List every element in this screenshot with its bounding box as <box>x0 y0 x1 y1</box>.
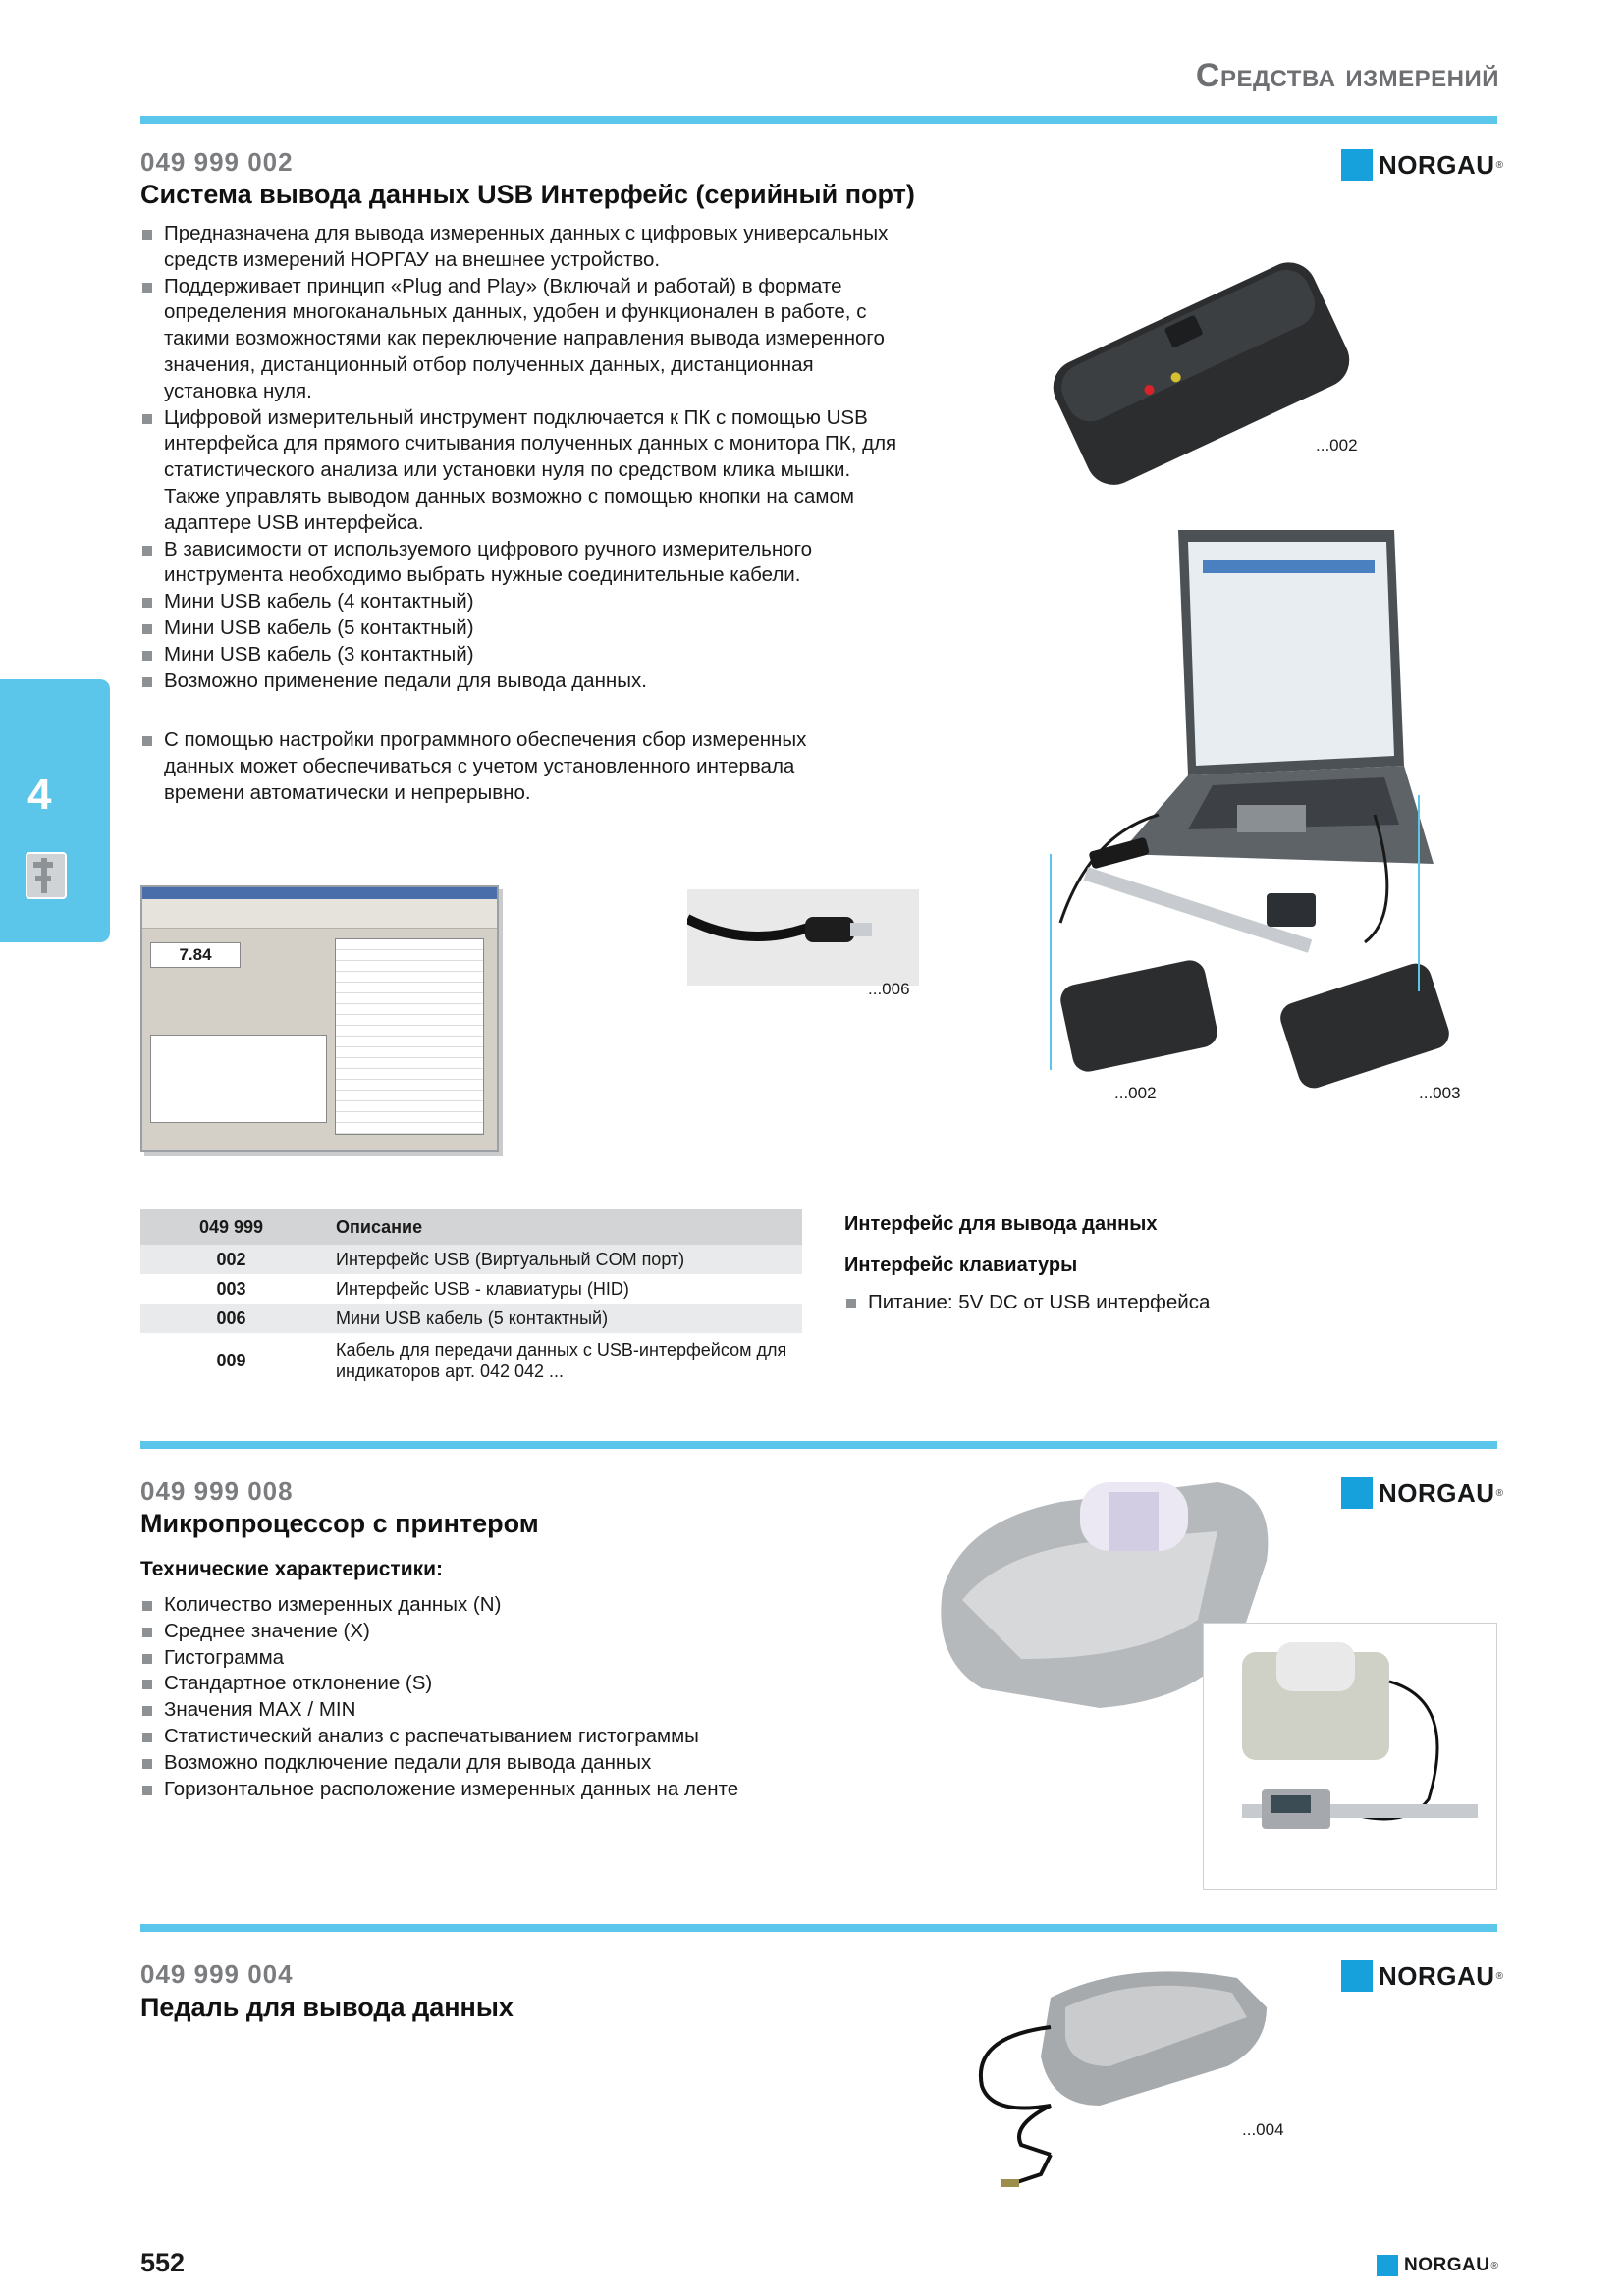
table-cell: Интерфейс USB (Виртуальный COM порт) <box>336 1249 685 1269</box>
ref-label: ...002 <box>1316 436 1358 454</box>
feature-list-extra <box>140 727 847 806</box>
power-list <box>844 1290 1434 1316</box>
logo-reg: ® <box>1490 2260 1498 2271</box>
pedal-photo <box>952 1958 1276 2194</box>
product-title: Педаль для вывода данных <box>140 1993 514 2022</box>
logo-reg: ® <box>1495 1487 1503 1499</box>
ref-label: ...006 <box>868 980 910 998</box>
top-rule <box>140 116 1497 124</box>
list-item: Цифровой измерительный инструмент подключается к ПК с помощью USB интерфейса для прямого считывания полученных данных с монитора ПК, для статистического анализа или установки нуля по средством клика мышки. Также управлять выводом данных возможно с помощью кнопки на самом адаптере USB интерфейса. <box>140 405 906 537</box>
caliper-icon <box>26 852 67 899</box>
list-item: Мини USB кабель (4 контактный) <box>140 589 906 615</box>
list-item: Среднее значение (X) <box>140 1619 887 1645</box>
printer-caliper-photo <box>1203 1623 1497 1890</box>
ref-label: ...003 <box>1419 1084 1461 1102</box>
list-item: Возможно применение педали для вывода данных. <box>140 668 906 695</box>
header-cell: 049 999 <box>198 1216 264 1237</box>
list-item: Статистический анализ с распечатыванием гистограммы <box>140 1724 887 1750</box>
list-item: Поддерживает принцип «Plug and Play» (Включай и работай) в формате определения многоканальных данных, удобен и функционален в работе, с такими возможностями как переключение направления вывода измеренного значения, дистанционный отбор полученных данных, дистанционная установка нуля. <box>140 274 906 405</box>
logo-reg: ® <box>1495 1970 1503 1982</box>
table-row <box>140 1333 802 1388</box>
list-item: Гистограмма <box>140 1645 887 1672</box>
product-code: 049 999 004 <box>140 1959 294 1989</box>
window-titlebar <box>142 887 497 899</box>
brand-logo <box>1341 1477 1503 1509</box>
product-title: Микропроцессор с принтером <box>140 1509 539 1538</box>
table-cell: 002 <box>216 1249 246 1269</box>
menu-bar <box>142 899 497 929</box>
logo-square-icon <box>1341 149 1373 181</box>
list-item: Стандартное отклонение (S) <box>140 1671 887 1697</box>
list-item: Значения MAX / MIN <box>140 1697 887 1724</box>
list-item: Предназначена для вывода измеренных данных с цифровых универсальных средств измерений НОРГАУ на внешнее устройство. <box>140 221 906 274</box>
brand-logo <box>1341 1960 1503 1992</box>
stats-panel <box>150 1035 327 1123</box>
brand-logo <box>1341 149 1503 181</box>
section-rule <box>140 1924 1497 1932</box>
table-cell: 006 <box>216 1308 246 1328</box>
chapter-tab[interactable] <box>0 679 110 942</box>
logo-square-icon <box>1341 1477 1373 1509</box>
logo-square-icon <box>1377 2255 1398 2276</box>
tech-list <box>140 1592 887 1802</box>
table-header <box>140 1209 802 1245</box>
section-rule <box>140 1441 1497 1449</box>
table-cell: 003 <box>216 1278 246 1299</box>
ref-label: ...002 <box>1114 1084 1157 1102</box>
software-screenshot <box>140 885 499 1152</box>
table-cell: Интерфейс USB - клавиатуры (HID) <box>336 1278 629 1299</box>
usb-cable-photo <box>687 889 919 986</box>
usb-interface-photo <box>1041 250 1355 506</box>
logo-text: NORGAU <box>1404 2255 1490 2275</box>
logo-text: NORGAU <box>1379 1960 1495 1991</box>
product-code: 049 999 002 <box>140 147 294 177</box>
list-item: Горизонтальное расположение измеренных данных на ленте <box>140 1777 887 1803</box>
interface-note: Интерфейс для вывода данных <box>844 1213 1158 1235</box>
chapter-number: 4 <box>27 771 52 819</box>
ref-label: ...004 <box>1242 2120 1284 2139</box>
data-table <box>335 938 484 1135</box>
product-code: 049 999 008 <box>140 1476 294 1506</box>
list-item: В зависимости от используемого цифрового ручного измерительного инструмента необходимо выбрать нужные соединительные кабели. <box>140 537 906 590</box>
logo-square-icon <box>1341 1960 1373 1992</box>
table-cell: Кабель для передачи данных с USB-интерфейсом для индикаторов арт. 042 042 ... <box>336 1340 787 1381</box>
page-number: 552 <box>140 2248 186 2277</box>
list-item: Питание: 5V DC от USB интерфейса <box>844 1290 1434 1316</box>
section-title: Средства измерений <box>1195 57 1499 94</box>
header-cell: Описание <box>336 1216 423 1237</box>
list-item: С помощью настройки программного обеспечения сбор измеренных данных может обеспечиваться с учетом установленного интервала времени автоматически и непрерывно. <box>140 727 847 806</box>
list-item: Мини USB кабель (3 контактный) <box>140 642 906 668</box>
table-row <box>140 1245 802 1274</box>
feature-list <box>140 221 906 694</box>
table-row <box>140 1304 802 1333</box>
laptop-setup-photo <box>1041 520 1453 1090</box>
list-item: Возможно подключение педали для вывода данных <box>140 1750 887 1777</box>
table-cell: 009 <box>216 1351 246 1370</box>
interface-note: Интерфейс клавиатуры <box>844 1255 1078 1276</box>
tech-heading: Технические характеристики: <box>140 1558 444 1580</box>
list-item: Количество измеренных данных (N) <box>140 1592 887 1619</box>
logo-text: NORGAU <box>1379 1477 1495 1508</box>
logo-text: NORGAU <box>1379 149 1495 180</box>
list-item: Мини USB кабель (5 контактный) <box>140 615 906 642</box>
footer-brand-logo <box>1377 2255 1498 2276</box>
logo-reg: ® <box>1495 159 1503 171</box>
article-table <box>140 1209 802 1388</box>
product-title: Система вывода данных USB Интерфейс (серийный порт) <box>140 180 915 209</box>
table-row <box>140 1274 802 1304</box>
table-cell: Мини USB кабель (5 контактный) <box>336 1308 609 1328</box>
value-display: 7.84 <box>150 942 241 968</box>
